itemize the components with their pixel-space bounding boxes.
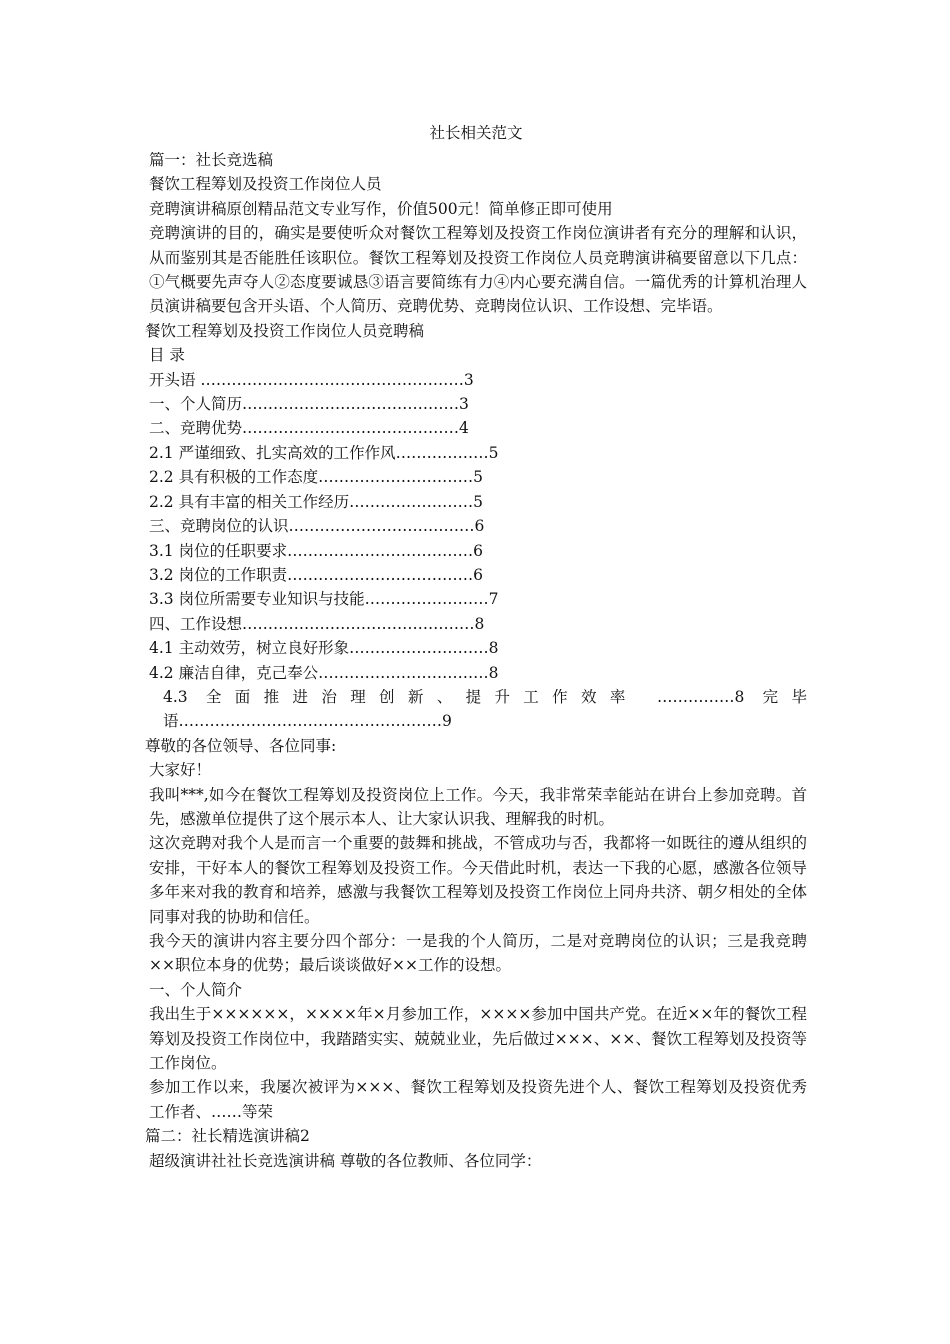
toc-item: 3.2 岗位的工作职责………………………………6: [149, 565, 483, 584]
greeting: 大家好！: [149, 761, 212, 780]
section-heading-2: 篇二：社长精选演讲稿2: [145, 1127, 310, 1146]
body-paragraph: 参加工作以来，我屡次被评为×××、餐饮工程筹划及投资先进个人、餐饮工程筹划及投资优秀工作者、……等荣: [149, 1078, 807, 1121]
toc-item: 4.2 廉洁自律，克己奉公……………………………8: [149, 663, 499, 682]
subtitle: 餐饮工程筹划及投资工作岗位人员: [149, 175, 382, 194]
toc-item: 三、竞聘岗位的认识………………………………6: [149, 517, 485, 536]
body-paragraph: 我今天的演讲内容主要分四个部分：一是我的个人简历，二是对竞聘岗位的认识；三是我竞聘××职位本身的优势；最后谈谈做好××工作的设想。: [149, 932, 807, 975]
toc-heading: 目 录: [149, 346, 185, 365]
toc-item: 开头语 ……………………………………………3: [149, 370, 474, 389]
body-paragraph: 我叫***,如今在餐饮工程筹划及投资岗位上工作。今天，我非常荣幸能站在讲台上参加竞聘。首先，感激单位提供了这个展示本人、让大家认识我、理解我的时机。: [149, 785, 807, 828]
intro-paragraph: 竞聘演讲的目的，确实是要使听众对餐饮工程筹划及投资工作岗位演讲者有充分的理解和认识，从而鉴别其是否能胜任该职位。餐饮工程筹划及投资工作岗位人员竞聘演讲稿要留意以下几点：①气概要先声夺人②态度要诚恳③语言要简练有力④内心要充满自信。一篇优秀的计算机治理人员演讲稿要包含开头语、个人简历、竞聘优势、竞聘岗位认识、工作设想、完毕语。: [149, 224, 807, 316]
promo-line: 竞聘演讲稿原创精品范文专业写作，价值500元！简单修正即可使用: [149, 199, 613, 218]
body-paragraph: 这次竞聘对我个人是而言一个重要的鼓舞和挑战，不管成功与否，我都将一如既往的遵从组织的安排，干好本人的餐饮工程筹划及投资工作。今天借此时机，表达一下我的心愿，感激各位领导多年来对我的教育和培养，感激与我餐饮工程筹划及投资工作岗位上同舟共济、朝夕相处的全体同事对我的协助和信任。: [149, 834, 807, 926]
toc-item: 3.3 岗位所需要专业知识与技能……………………7: [149, 590, 499, 609]
toc-item: 二、竞聘优势……………………………………4: [149, 419, 469, 438]
toc-item: 4.1 主动效劳，树立良好形象………………………8: [149, 639, 499, 658]
toc-item: 2.2 具有积极的工作态度…………………………5: [149, 468, 483, 487]
speech-title: 餐饮工程筹划及投资工作岗位人员竞聘稿: [145, 321, 425, 340]
document-page: [145, 118, 807, 1173]
toc-item: 3.1 岗位的任职要求………………………………6: [149, 541, 483, 560]
section-heading: 一、个人简介: [149, 980, 243, 999]
document-title: 社长相关范文: [429, 124, 523, 142]
toc-item: 2.1 严谨细致、扎实高效的工作作风………………5: [149, 443, 499, 462]
body-paragraph: 我出生于××××××，××××年×月参加工作，××××参加中国共产党。在近××年的餐饮工程筹划及投资工作岗位中，我踏踏实实、兢兢业业，先后做过×××、××、餐饮工程筹划及投资等工作岗位。: [149, 1005, 807, 1073]
body-paragraph: 超级演讲社社长竞选演讲稿 尊敬的各位教师、各位同学：: [149, 1151, 542, 1170]
toc-item-wrapped: 4.3 全面推进治理创新、提升工作效率 ……………8 完毕语……………………………………………9: [163, 687, 807, 731]
toc-item: 四、工作设想………………………………………8: [149, 614, 485, 633]
toc-item: 一、个人简历……………………………………3: [149, 395, 469, 414]
toc-item: 2.2 具有丰富的相关工作经历……………………5: [149, 492, 483, 511]
section-heading-1: 篇一：社长竞选稿: [149, 151, 274, 169]
salutation: 尊敬的各位领导、各位同事:: [145, 736, 337, 755]
